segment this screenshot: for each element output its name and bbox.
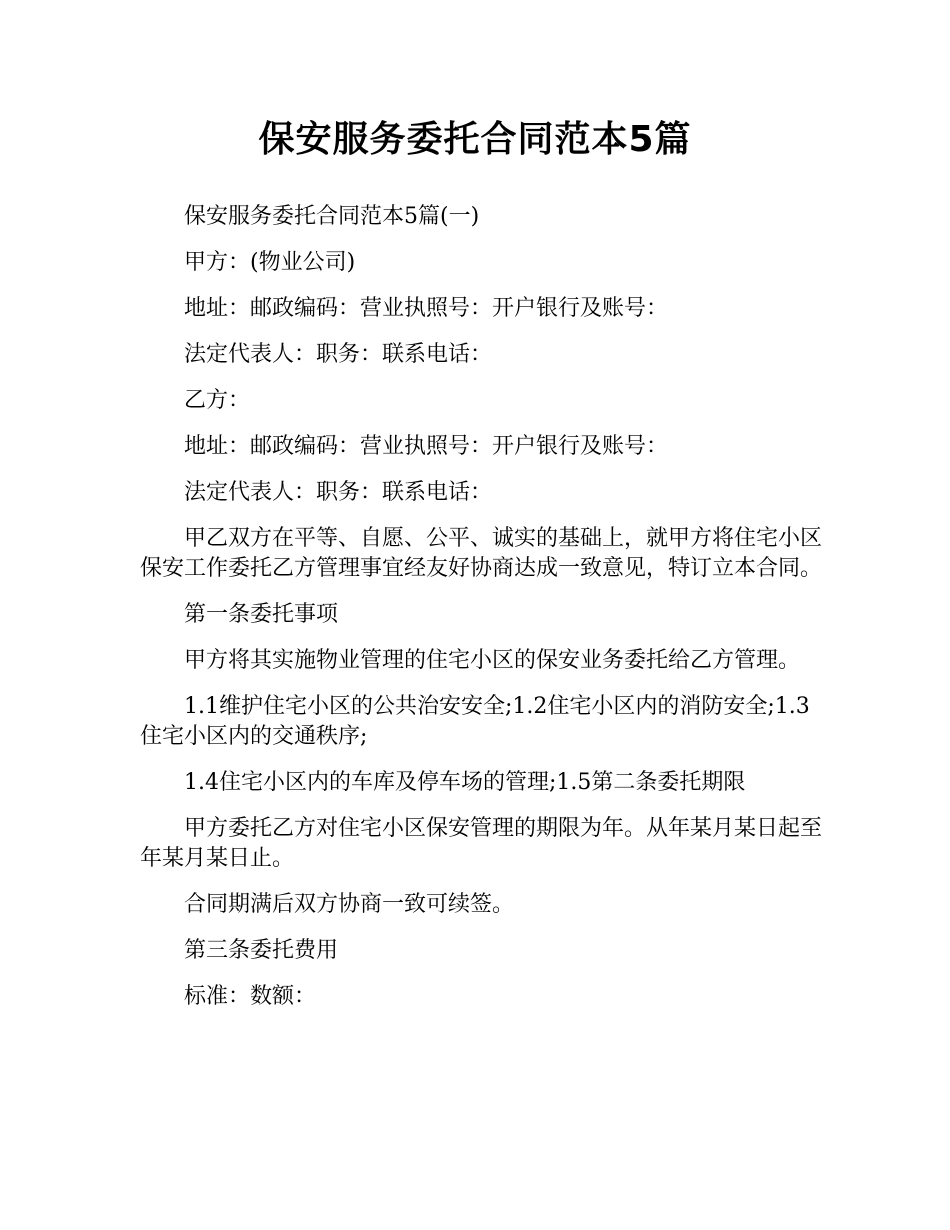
paragraph-preamble: 甲乙双方在平等、自愿、公平、诚实的基础上，就甲方将住宅小区保安工作委托乙方管理事宜经友好协商达成一致意见，特订立本合同。	[140, 526, 823, 581]
paragraph-party-b-address: 地址：邮政编码：营业执照号：开户银行及账号：	[184, 434, 669, 459]
paragraph-article-1-items-a: 1.1维护住宅小区的公共治安安全;1.2住宅小区内的消防安全;1.3住宅小区内的交通秩序;	[140, 694, 810, 749]
paragraph-party-a-representative: 法定代表人：职务：联系电话：	[184, 342, 493, 367]
paragraph-party-b: 乙方：	[184, 388, 251, 413]
paragraph-party-a: 甲方：(物业公司)	[184, 250, 356, 275]
paragraph-article-1-heading: 第一条委托事项	[184, 602, 339, 627]
paragraph-party-b-representative: 法定代表人：职务：联系电话：	[184, 480, 493, 505]
paragraph-article-3-heading: 第三条委托费用	[184, 938, 339, 963]
paragraph-renewal: 合同期满后双方协商一致可续签。	[184, 892, 515, 917]
paragraph-article-1-items-b: 1.4住宅小区内的车库及停车场的管理;1.5第二条委托期限	[184, 770, 746, 795]
paragraph-party-a-address: 地址：邮政编码：营业执照号：开户银行及账号：	[184, 296, 669, 321]
paragraph-article-2-body: 甲方委托乙方对住宅小区保安管理的期限为年。从年某月某日起至年某月某日止。	[140, 816, 823, 871]
paragraph-subtitle: 保安服务委托合同范本5篇(一)	[184, 204, 480, 229]
document-title: 保安服务委托合同范本5篇	[258, 119, 692, 160]
paragraph-fee-standard: 标准：数额：	[184, 984, 317, 1009]
paragraph-article-1-body: 甲方将其实施物业管理的住宅小区的保安业务委托给乙方管理。	[184, 648, 801, 673]
document-body	[140, 202, 830, 1028]
